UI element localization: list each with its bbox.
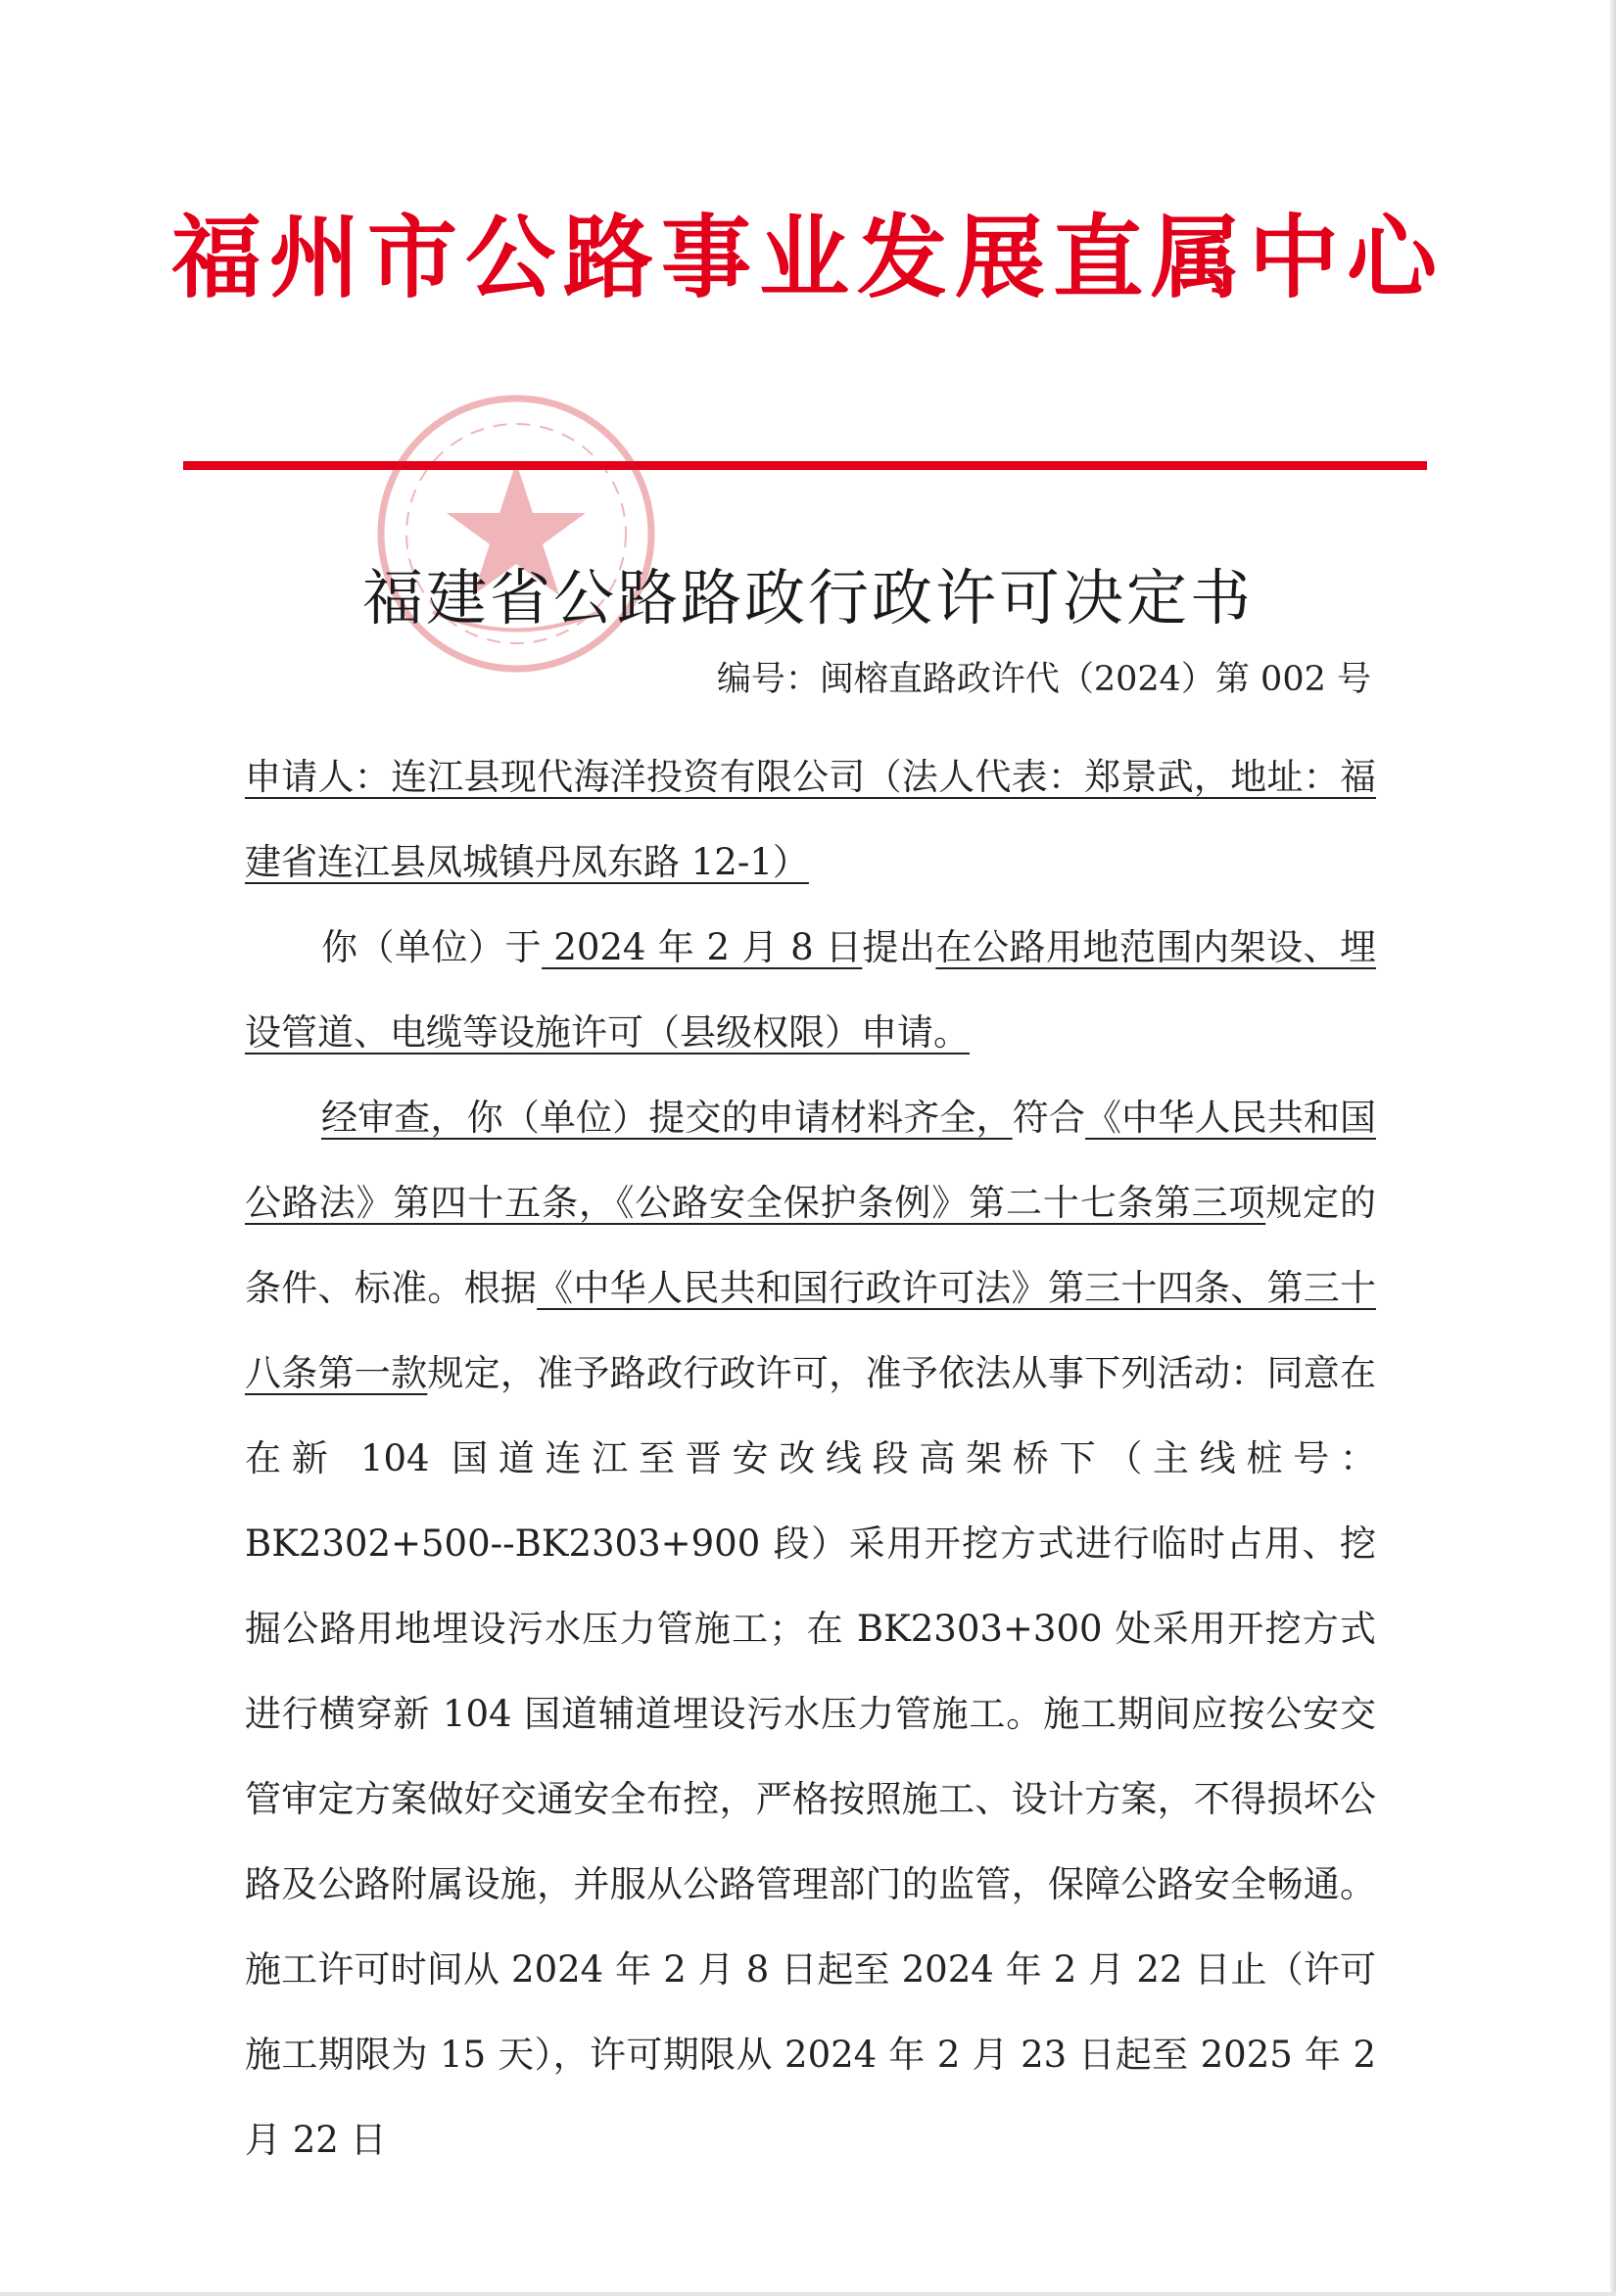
page-edge-bottom (0, 2292, 1616, 2296)
conform-word: 符合 (1012, 1097, 1086, 1139)
decision-paragraph (245, 1075, 1376, 2182)
permitted-activity: 同意在在新 104 国道连江至晋安改线段高架桥下（主线桩号：BK2302+500--BK2303+900 段）采用开挖方式进行临时占用、挖掘公路用地埋设污水压力管施工；在 BK2303+300 处采用开挖方式进行横穿新 104 国道辅道埋设污水压力管施工。施工期间应按公安交管审定方案做好交通安全布控，严格按照施工、设计方案，不得损坏公路及公路附属设施，并服从公路管理部门的监管，保障公路安全畅通。施工许可时间从 2024 年 2 月 8 日起至 2024 年 2 月 22 日止（许可施工期限为 15 天），许可期限从 2024 年 2 月 23 日起至 2025 年 2 月 22 日 (245, 1352, 1377, 2161)
application-item: 在公路用地范围内架设、埋设管道、电缆等设施许可（县级权限）申请。 (245, 926, 1377, 1054)
approval-text: 规定，准予路政行政许可，准予依法从事下列活动： (427, 1352, 1267, 1394)
document-number-value: 闽榕直路政许代（2024）第 002 号 (819, 660, 1371, 699)
law-reference-1: 《中华人民共和国公路法》第四十五条，《公路安全保护条例》第二十七条第三项 (245, 1097, 1377, 1224)
law-reference-2: 《中华人民共和国行政许可法》第三十四条、第三十八条第一款 (245, 1267, 1377, 1394)
document-title: 福建省公路路政行政许可决定书 (361, 562, 1254, 633)
document-number (716, 660, 1371, 699)
application-middle: 提出 (862, 926, 936, 968)
document-number-label: 编号： (716, 660, 820, 699)
applicant-line: 申请人：连江县现代海洋投资有限公司（法人代表：郑景武，地址：福建省连江县凤城镇丹凤东路 12-1） (245, 756, 1376, 883)
document-body (245, 734, 1376, 2182)
header-red-rule (183, 461, 1427, 470)
conditions-text: 规定的条件、标准。根据 (245, 1182, 1377, 1309)
review-word: 经审查 (321, 1097, 431, 1139)
application-prefix: 你（单位）于 (321, 926, 543, 968)
page-edge-right (1610, 0, 1616, 2296)
application-date: 2024 年 2 月 8 日 (542, 926, 863, 968)
review-result: ，你（单位）提交的申请材料齐全， (430, 1097, 1013, 1139)
application-paragraph (245, 905, 1376, 1075)
organization-header: 福州市公路事业发展直属中心 (170, 206, 1445, 310)
applicant-paragraph (245, 734, 1376, 905)
